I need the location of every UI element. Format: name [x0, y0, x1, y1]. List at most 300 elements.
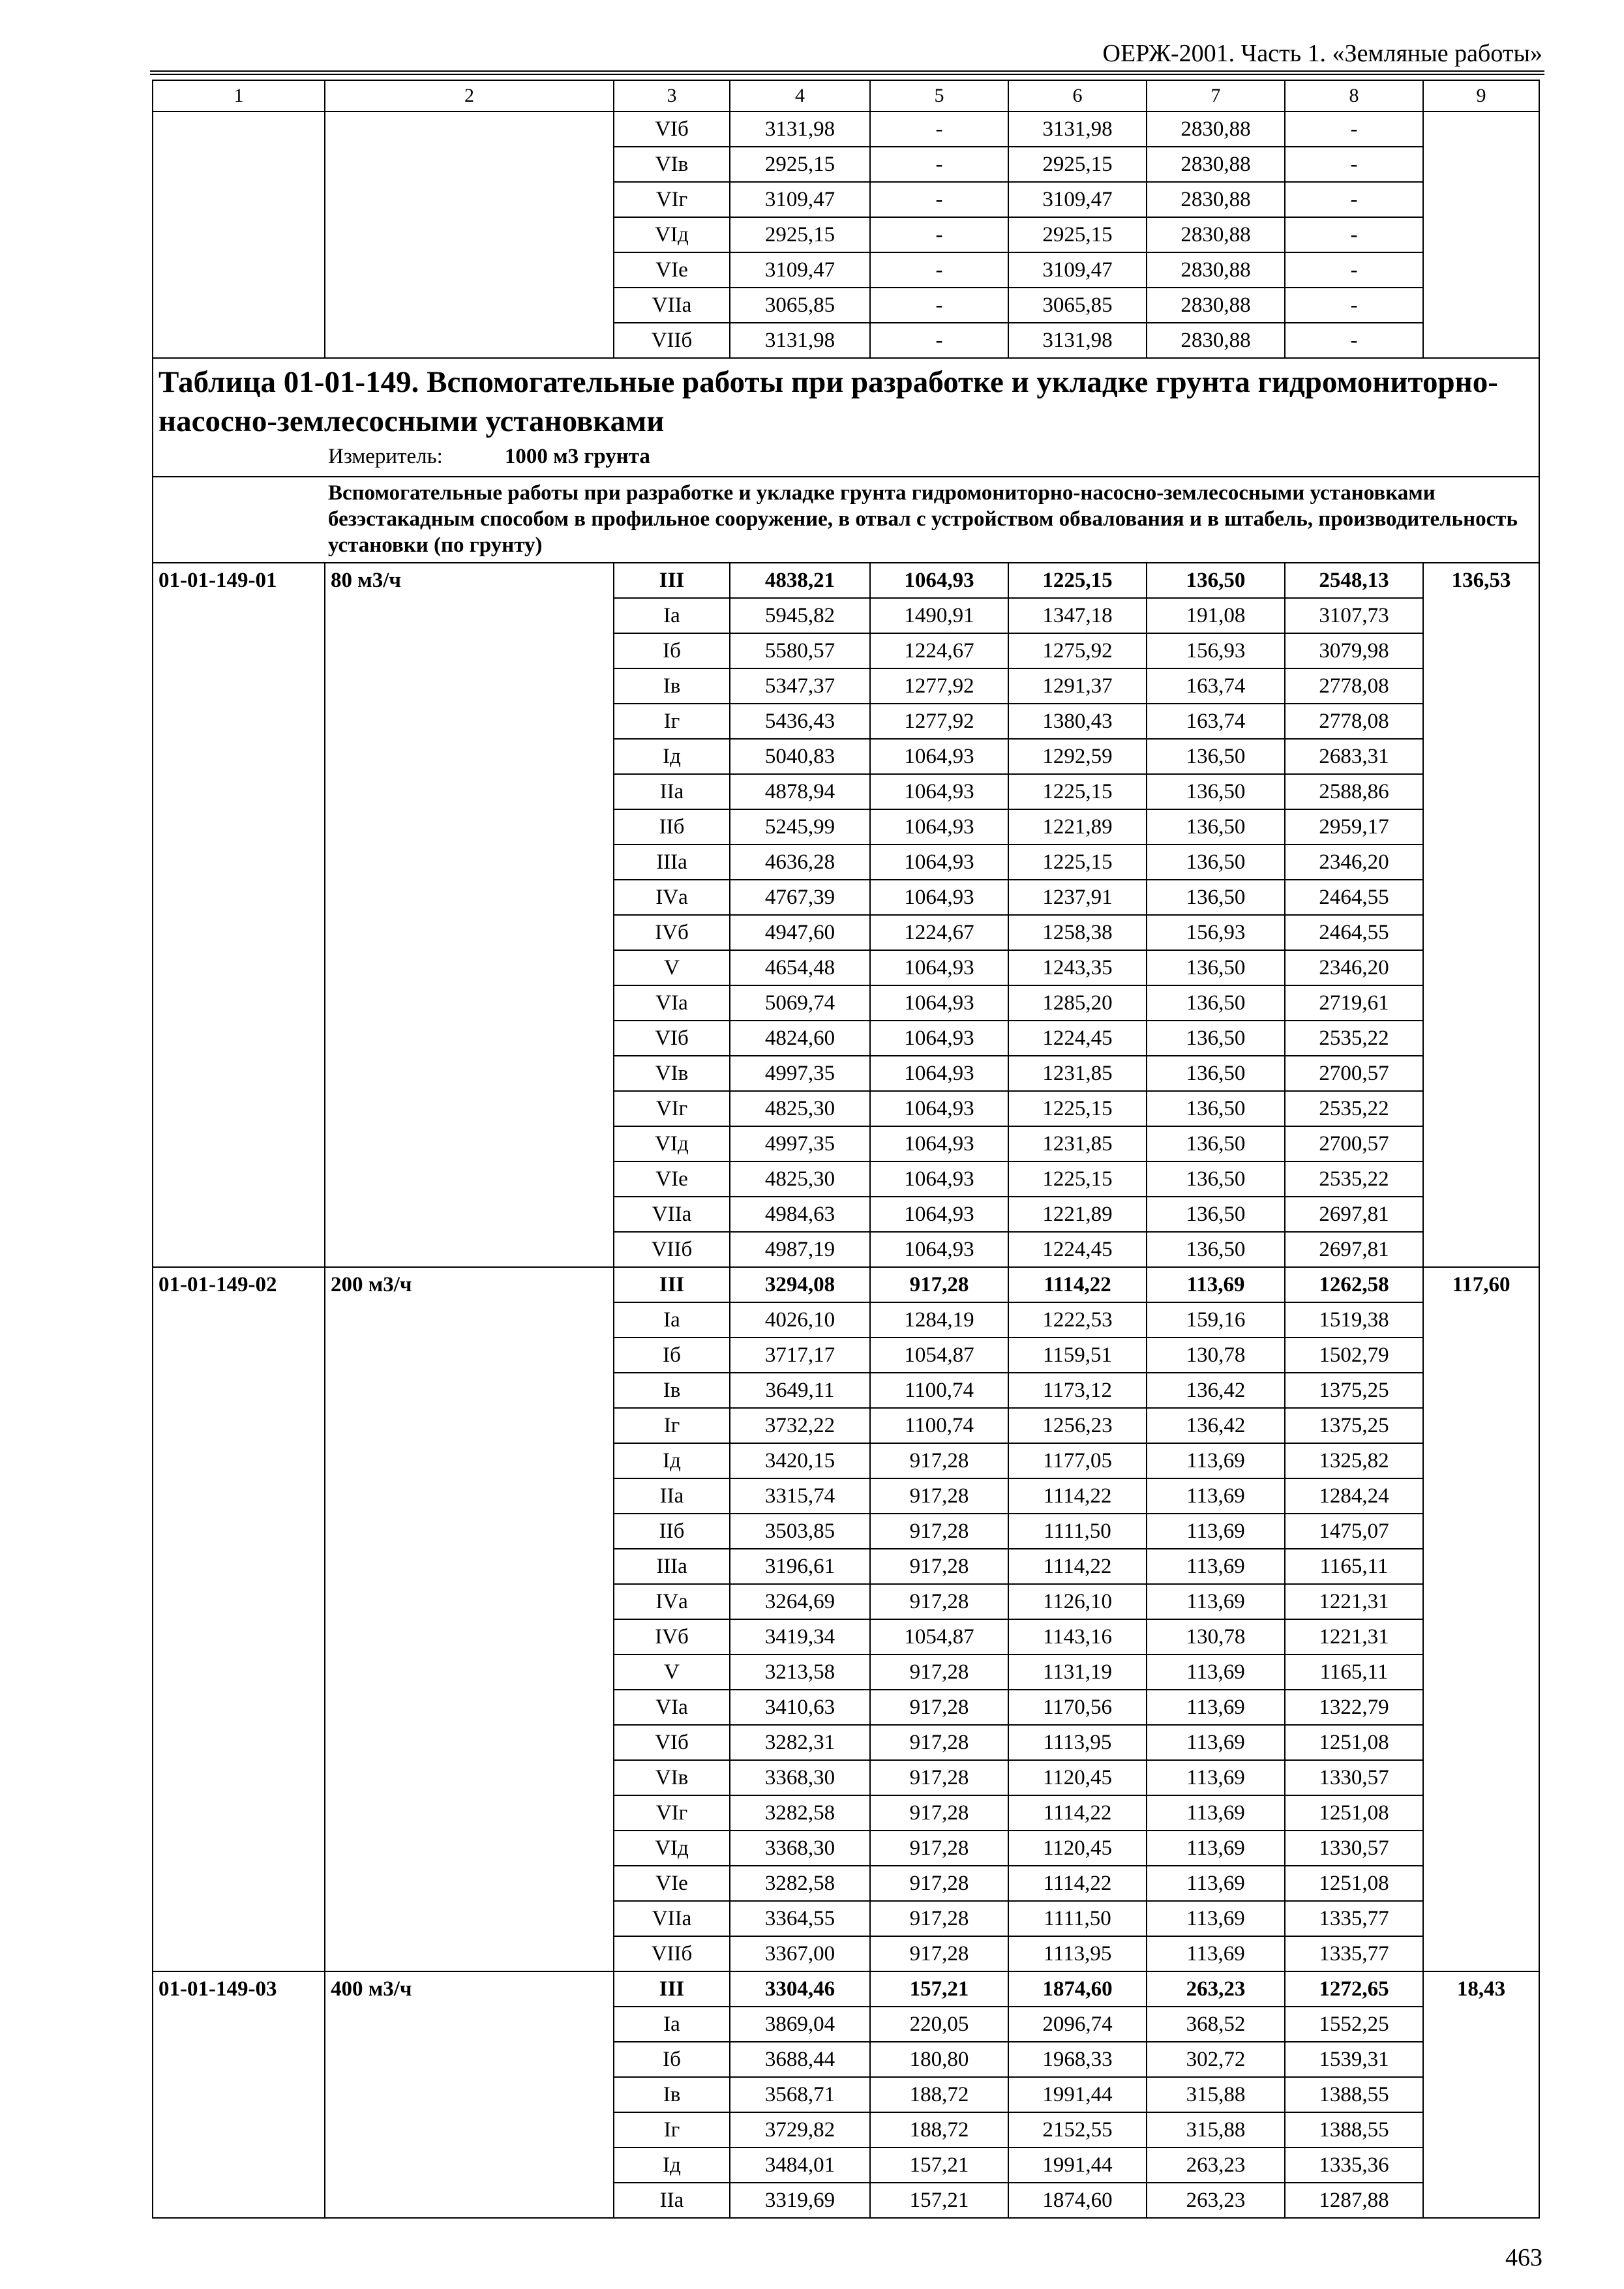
table-cell: 1991,44	[1008, 2147, 1147, 2183]
table-cell: -	[870, 182, 1008, 217]
table-cell: 136,50	[1147, 563, 1285, 598]
table-cell: 1231,85	[1008, 1126, 1147, 1161]
table-cell: 4987,19	[730, 1232, 870, 1267]
table-cell: 917,28	[870, 1443, 1008, 1478]
table-cell: 1388,55	[1285, 2112, 1423, 2147]
table-cell: VIа	[614, 985, 730, 1021]
table-cell: Iв	[614, 1373, 730, 1408]
table-cell: 2925,15	[730, 217, 870, 252]
table-cell: IVб	[614, 1619, 730, 1654]
table-cell: 917,28	[870, 1901, 1008, 1936]
table-cell: 113,69	[1147, 1549, 1285, 1584]
table-cell: 1111,50	[1008, 1901, 1147, 1936]
table-cell: 3131,98	[730, 112, 870, 147]
table-cell: 917,28	[870, 1267, 1008, 1302]
table-cell: 113,69	[1147, 1584, 1285, 1619]
table-cell: VIг	[614, 182, 730, 217]
table-cell: IIб	[614, 1514, 730, 1549]
table-cell: IVа	[614, 880, 730, 915]
table-cell: VIIб	[614, 1232, 730, 1267]
table-cell: Iг	[614, 704, 730, 739]
table-cell: 2778,08	[1285, 668, 1423, 704]
table-cell: 1064,93	[870, 985, 1008, 1021]
table-cell: 1225,15	[1008, 563, 1147, 598]
table-cell: 136,50	[1147, 774, 1285, 809]
table-cell: III	[614, 1971, 730, 2007]
table-cell: 1225,15	[1008, 774, 1147, 809]
meter-line	[158, 442, 1533, 471]
empty-name-cell	[325, 112, 614, 358]
column-number: 4	[730, 80, 870, 112]
table-cell: Iв	[614, 2077, 730, 2112]
table-cell: Iд	[614, 2147, 730, 2183]
table-cell: 1258,38	[1008, 915, 1147, 950]
table-cell: 1231,85	[1008, 1056, 1147, 1091]
table-cell: 4825,30	[730, 1161, 870, 1197]
table-cell: 3264,69	[730, 1584, 870, 1619]
table-cell: 1272,65	[1285, 1971, 1423, 2007]
table-cell: 2152,55	[1008, 2112, 1147, 2147]
table-cell: 1159,51	[1008, 1338, 1147, 1373]
table-cell: 1114,22	[1008, 1478, 1147, 1514]
table-cell: 263,23	[1147, 1971, 1285, 2007]
table-cell: 5945,82	[730, 598, 870, 633]
table-row	[153, 563, 1539, 598]
table-cell: 1347,18	[1008, 598, 1147, 633]
table-cell: 113,69	[1147, 1760, 1285, 1795]
table-cell: 2535,22	[1285, 1161, 1423, 1197]
col9-value: 136,53	[1423, 563, 1539, 1267]
table-cell: 180,80	[870, 2042, 1008, 2077]
rate-name: 80 м3/ч	[325, 563, 614, 1267]
table-cell: 315,88	[1147, 2112, 1285, 2147]
table-cell: 113,69	[1147, 1267, 1285, 1302]
table-cell: VIIа	[614, 288, 730, 323]
table-cell: 2697,81	[1285, 1232, 1423, 1267]
table-cell: 188,72	[870, 2077, 1008, 2112]
table-cell: 3732,22	[730, 1408, 870, 1443]
table-cell: 2535,22	[1285, 1091, 1423, 1126]
table-cell: 4636,28	[730, 845, 870, 880]
table-row	[153, 1267, 1539, 1302]
table-cell: 3131,98	[1008, 112, 1147, 147]
table-cell: 1114,22	[1008, 1267, 1147, 1302]
table-cell: -	[1285, 217, 1423, 252]
table-cell: 136,50	[1147, 1021, 1285, 1056]
table-cell: 1490,91	[870, 598, 1008, 633]
table-cell: 1284,19	[870, 1302, 1008, 1338]
table-cell: 1114,22	[1008, 1795, 1147, 1831]
table-cell: 1277,92	[870, 704, 1008, 739]
table-cell: 1224,45	[1008, 1232, 1147, 1267]
table-cell: 3368,30	[730, 1831, 870, 1866]
table-cell: IIа	[614, 1478, 730, 1514]
table-cell: 1325,82	[1285, 1443, 1423, 1478]
table-cell: 1221,89	[1008, 1197, 1147, 1232]
table-cell: 1165,11	[1285, 1654, 1423, 1690]
table-cell: 2548,13	[1285, 563, 1423, 598]
table-cell: 302,72	[1147, 2042, 1285, 2077]
table-cell: 3131,98	[730, 323, 870, 358]
column-numbers-row	[153, 80, 1539, 112]
table-cell: 1221,89	[1008, 809, 1147, 845]
running-header: ОЕРЖ-2001. Часть 1. «Земляные работы»	[1102, 40, 1542, 67]
table-cell: 3213,58	[730, 1654, 870, 1690]
table-cell: 5580,57	[730, 633, 870, 668]
table-cell: -	[870, 217, 1008, 252]
table-cell: 2925,15	[1008, 217, 1147, 252]
table-cell: 4026,10	[730, 1302, 870, 1338]
table-cell: 4947,60	[730, 915, 870, 950]
table-cell: 3109,47	[1008, 252, 1147, 288]
table-cell: 917,28	[870, 1936, 1008, 1971]
table-cell: VIIа	[614, 1901, 730, 1936]
empty-code-cell	[153, 112, 325, 358]
table-title-cell	[153, 358, 1539, 477]
table-cell: 1221,31	[1285, 1584, 1423, 1619]
table-cell: IVа	[614, 1584, 730, 1619]
table-cell: 5347,37	[730, 668, 870, 704]
table-cell: 1064,93	[870, 1056, 1008, 1091]
table-cell: 1120,45	[1008, 1760, 1147, 1795]
table-cell: Iа	[614, 598, 730, 633]
table-cell: 315,88	[1147, 2077, 1285, 2112]
table-cell: -	[870, 147, 1008, 182]
table-cell: 2464,55	[1285, 880, 1423, 915]
rate-code: 01-01-149-02	[153, 1267, 325, 1971]
table-cell: 3484,01	[730, 2147, 870, 2183]
table-cell: -	[1285, 252, 1423, 288]
table-cell: 130,78	[1147, 1338, 1285, 1373]
table-cell: III	[614, 563, 730, 598]
table-cell: 136,50	[1147, 985, 1285, 1021]
table-cell: -	[870, 252, 1008, 288]
table-cell: VIIб	[614, 323, 730, 358]
table-cell: 1114,22	[1008, 1866, 1147, 1901]
table-cell: 1113,95	[1008, 1936, 1147, 1971]
table-cell: 1375,25	[1285, 1373, 1423, 1408]
table-cell: 5245,99	[730, 809, 870, 845]
table-cell: 113,69	[1147, 1795, 1285, 1831]
table-cell: VIе	[614, 1866, 730, 1901]
table-cell: 191,08	[1147, 598, 1285, 633]
table-cell: 3649,11	[730, 1373, 870, 1408]
table-cell: 917,28	[870, 1866, 1008, 1901]
table-cell: 4984,63	[730, 1197, 870, 1232]
table-cell: 163,74	[1147, 668, 1285, 704]
table-cell: 1375,25	[1285, 1408, 1423, 1443]
table-cell: 1262,58	[1285, 1267, 1423, 1302]
table-cell: 1251,08	[1285, 1725, 1423, 1760]
table-cell: 1291,37	[1008, 668, 1147, 704]
table-cell: 157,21	[870, 2183, 1008, 2218]
rate-name: 200 м3/ч	[325, 1267, 614, 1971]
column-number: 8	[1285, 80, 1423, 112]
column-number: 2	[325, 80, 614, 112]
table-body	[153, 80, 1539, 2218]
table-cell: V	[614, 1654, 730, 1690]
table-cell: 3282,31	[730, 1725, 870, 1760]
table-cell: -	[1285, 147, 1423, 182]
table-cell: 113,69	[1147, 1936, 1285, 1971]
table-cell: Iб	[614, 633, 730, 668]
table-cell: 1064,93	[870, 563, 1008, 598]
table-cell: 3294,08	[730, 1267, 870, 1302]
table-cell: 4825,30	[730, 1091, 870, 1126]
table-cell: 3568,71	[730, 2077, 870, 2112]
table-cell: III	[614, 1267, 730, 1302]
table-cell: 1064,93	[870, 1161, 1008, 1197]
table-cell: 1224,45	[1008, 1021, 1147, 1056]
table-cell: VIв	[614, 1056, 730, 1091]
table-cell: Iв	[614, 668, 730, 704]
table-cell: 1064,93	[870, 774, 1008, 809]
table-cell: 1243,35	[1008, 950, 1147, 985]
table-row	[153, 1971, 1539, 2007]
table-cell: 3319,69	[730, 2183, 870, 2218]
table-cell: VIб	[614, 112, 730, 147]
table-cell: 1287,88	[1285, 2183, 1423, 2218]
table-cell: 5040,83	[730, 739, 870, 774]
table-cell: 1143,16	[1008, 1619, 1147, 1654]
table-cell: VIб	[614, 1725, 730, 1760]
column-number: 1	[153, 80, 325, 112]
table-cell: 159,16	[1147, 1302, 1285, 1338]
table-cell: 3420,15	[730, 1443, 870, 1478]
table-cell: 3717,17	[730, 1338, 870, 1373]
table-cell: 2346,20	[1285, 845, 1423, 880]
table-cell: 2683,31	[1285, 739, 1423, 774]
table-cell: 1251,08	[1285, 1866, 1423, 1901]
table-cell: 1064,93	[870, 1232, 1008, 1267]
table-cell: 1064,93	[870, 1091, 1008, 1126]
table-cell: VIа	[614, 1690, 730, 1725]
table-cell: 3196,61	[730, 1549, 870, 1584]
table-cell: 130,78	[1147, 1619, 1285, 1654]
table-cell: 2830,88	[1147, 147, 1285, 182]
table-cell: 1874,60	[1008, 2183, 1147, 2218]
page-number: 463	[1505, 2244, 1542, 2271]
table-cell: VIд	[614, 1126, 730, 1161]
table-title: Таблица 01-01-149. Вспомогательные работы при разработке и укладке грунта гидромониторно-насосно-землесосными установками	[158, 365, 1498, 438]
table-cell: 2830,88	[1147, 182, 1285, 217]
table-title-row	[153, 358, 1539, 477]
table-cell: 1519,38	[1285, 1302, 1423, 1338]
table-cell: 1284,24	[1285, 1478, 1423, 1514]
table-cell: 1120,45	[1008, 1831, 1147, 1866]
column-number: 7	[1147, 80, 1285, 112]
table-cell: -	[870, 288, 1008, 323]
table-cell: 3282,58	[730, 1866, 870, 1901]
table-cell: 368,52	[1147, 2007, 1285, 2042]
table-cell: 4767,39	[730, 880, 870, 915]
table-cell: 917,28	[870, 1831, 1008, 1866]
table-cell: 220,05	[870, 2007, 1008, 2042]
table-cell: 1292,59	[1008, 739, 1147, 774]
table-cell: 1177,05	[1008, 1443, 1147, 1478]
table-cell: 1277,92	[870, 668, 1008, 704]
rate-name: 400 м3/ч	[325, 1971, 614, 2218]
table-cell: 1539,31	[1285, 2042, 1423, 2077]
table-cell: 2925,15	[1008, 147, 1147, 182]
table-subtitle: Вспомогательные работы при разработке и укладке грунта гидромониторно-насосно-землесосными установками безэстакадным способом в профильное сооружение, в отвал с устройством обвалования и в штабель, производительность установки (по грунту)	[153, 477, 1539, 563]
table-cell: 2096,74	[1008, 2007, 1147, 2042]
table-cell: 4654,48	[730, 950, 870, 985]
table-cell: 1054,87	[870, 1338, 1008, 1373]
table-cell: 3065,85	[730, 288, 870, 323]
table-cell: 136,50	[1147, 880, 1285, 915]
table-cell: VIд	[614, 1831, 730, 1866]
table-cell: 3367,00	[730, 1936, 870, 1971]
table-cell: 136,50	[1147, 1197, 1285, 1232]
table-cell: 157,21	[870, 1971, 1008, 2007]
table-cell: 3503,85	[730, 1514, 870, 1549]
column-number: 3	[614, 80, 730, 112]
table-cell: 1225,15	[1008, 845, 1147, 880]
table-cell: IIIа	[614, 845, 730, 880]
table-cell: 2700,57	[1285, 1126, 1423, 1161]
table-cell: IIа	[614, 774, 730, 809]
table-cell: 2588,86	[1285, 774, 1423, 809]
table-cell: 1225,15	[1008, 1091, 1147, 1126]
table-cell: 136,50	[1147, 1126, 1285, 1161]
table-cell: 1330,57	[1285, 1831, 1423, 1866]
table-cell: 3410,63	[730, 1690, 870, 1725]
table-cell: 113,69	[1147, 1514, 1285, 1549]
table-cell: -	[870, 112, 1008, 147]
table-cell: 188,72	[870, 2112, 1008, 2147]
table-cell: 917,28	[870, 1760, 1008, 1795]
table-cell: -	[1285, 323, 1423, 358]
table-cell: 113,69	[1147, 1901, 1285, 1936]
table-cell: 3869,04	[730, 2007, 870, 2042]
table-cell: 1113,95	[1008, 1725, 1147, 1760]
table-cell: 3109,47	[730, 182, 870, 217]
table-cell: 156,93	[1147, 915, 1285, 950]
table-cell: 3688,44	[730, 2042, 870, 2077]
table-cell: 113,69	[1147, 1478, 1285, 1514]
table-cell: 1064,93	[870, 1021, 1008, 1056]
table-cell: 917,28	[870, 1478, 1008, 1514]
table-cell: IIIа	[614, 1549, 730, 1584]
table-cell: 1237,91	[1008, 880, 1147, 915]
table-cell: 163,74	[1147, 704, 1285, 739]
table-cell: 1111,50	[1008, 1514, 1147, 1549]
table-cell: 3315,74	[730, 1478, 870, 1514]
table-cell: VIIб	[614, 1936, 730, 1971]
table-cell: 1100,74	[870, 1373, 1008, 1408]
table-cell: V	[614, 950, 730, 985]
table-cell: -	[870, 323, 1008, 358]
table-cell: VIIа	[614, 1197, 730, 1232]
table-cell: 3729,82	[730, 2112, 870, 2147]
table-cell: 3304,46	[730, 1971, 870, 2007]
table-cell: 4824,60	[730, 1021, 870, 1056]
table-cell: 917,28	[870, 1584, 1008, 1619]
col9-value: 117,60	[1423, 1267, 1539, 1971]
table-cell: 136,42	[1147, 1373, 1285, 1408]
table-cell: 1222,53	[1008, 1302, 1147, 1338]
table-cell: 136,42	[1147, 1408, 1285, 1443]
table-cell: 136,50	[1147, 1056, 1285, 1091]
table-cell: 113,69	[1147, 1725, 1285, 1760]
table-cell: 157,21	[870, 2147, 1008, 2183]
table-cell: 1475,07	[1285, 1514, 1423, 1549]
table-cell: 1064,93	[870, 880, 1008, 915]
table-cell: 1114,22	[1008, 1549, 1147, 1584]
table-cell: VIе	[614, 252, 730, 288]
table-cell: 2778,08	[1285, 704, 1423, 739]
table-cell: 1968,33	[1008, 2042, 1147, 2077]
column-number: 6	[1008, 80, 1147, 112]
table-cell: Iг	[614, 2112, 730, 2147]
table-cell: 3107,73	[1285, 598, 1423, 633]
table-cell: 2830,88	[1147, 217, 1285, 252]
table-cell: 1322,79	[1285, 1690, 1423, 1725]
table-cell: 1064,93	[870, 1197, 1008, 1232]
table-cell: 1251,08	[1285, 1795, 1423, 1831]
table-cell: VIб	[614, 1021, 730, 1056]
table-cell: 263,23	[1147, 2183, 1285, 2218]
table-cell: 1874,60	[1008, 1971, 1147, 2007]
table-cell: 113,69	[1147, 1866, 1285, 1901]
table-cell: VIг	[614, 1091, 730, 1126]
table-cell: 113,69	[1147, 1443, 1285, 1478]
table-cell: 2959,17	[1285, 809, 1423, 845]
table-cell: 113,69	[1147, 1831, 1285, 1866]
table-cell: VIг	[614, 1795, 730, 1831]
table-cell: 1335,77	[1285, 1901, 1423, 1936]
table-cell: 113,69	[1147, 1654, 1285, 1690]
table-cell: 917,28	[870, 1514, 1008, 1549]
table-cell: 917,28	[870, 1654, 1008, 1690]
table-cell: 5436,43	[730, 704, 870, 739]
table-cell: 1388,55	[1285, 2077, 1423, 2112]
table-cell: 1131,19	[1008, 1654, 1147, 1690]
rate-code: 01-01-149-01	[153, 563, 325, 1267]
table-cell: 2830,88	[1147, 323, 1285, 358]
rates-table	[152, 80, 1540, 2219]
table-cell: 1170,56	[1008, 1690, 1147, 1725]
table-cell: 3109,47	[730, 252, 870, 288]
table-cell: Iб	[614, 1338, 730, 1373]
table-cell: 1064,93	[870, 809, 1008, 845]
table-cell: 917,28	[870, 1549, 1008, 1584]
table-cell: 1552,25	[1285, 2007, 1423, 2042]
table-cell: 136,50	[1147, 845, 1285, 880]
table-cell: 1502,79	[1285, 1338, 1423, 1373]
table-cell: 1126,10	[1008, 1584, 1147, 1619]
table-cell: -	[1285, 182, 1423, 217]
table-cell: 1064,93	[870, 950, 1008, 985]
empty-col9-cell	[1423, 112, 1539, 358]
table-cell: 1221,31	[1285, 1619, 1423, 1654]
table-cell: 2830,88	[1147, 252, 1285, 288]
table-cell: 1335,36	[1285, 2147, 1423, 2183]
table-cell: 2346,20	[1285, 950, 1423, 985]
table-cell: 4997,35	[730, 1056, 870, 1091]
table-cell: 1064,93	[870, 845, 1008, 880]
table-cell: 1064,93	[870, 1126, 1008, 1161]
table-cell: 3368,30	[730, 1760, 870, 1795]
table-cell: 1224,67	[870, 915, 1008, 950]
table-cell: 917,28	[870, 1690, 1008, 1725]
table-cell: 2719,61	[1285, 985, 1423, 1021]
table-cell: 263,23	[1147, 2147, 1285, 2183]
table-cell: 1100,74	[870, 1408, 1008, 1443]
column-number: 9	[1423, 80, 1539, 112]
table-cell: 1173,12	[1008, 1373, 1147, 1408]
